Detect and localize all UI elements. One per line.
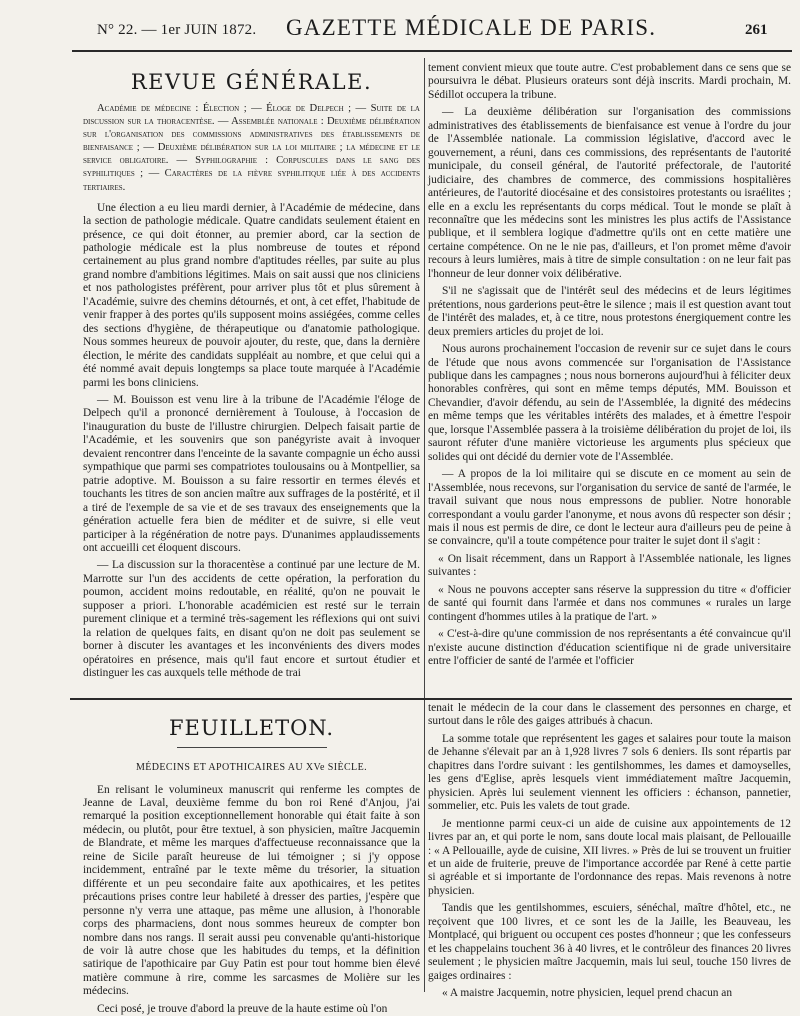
- quoted-report: [428, 553, 791, 669]
- feuilleton-title: FEUILLETON.: [168, 716, 335, 740]
- issue-date: N° 22. — 1er JUIN 1872.: [97, 22, 257, 38]
- article-paragraph: — La deuxième délibération sur l'organisation des commissions administratives des établissements de bienfaisance est venue à l'ordre du jour de l'Assemblée nationale. La commission législative, d'accord avec le gouvernement, a réuni, dans ces commissions, des représentants de l'autorité municipale, du conseil général, de l'autorité préfectorale, de l'autorité judiciaire, des chambres de commerce, des commissions hospitalières antérieures, de l'autorité diocésaine et des consistoires protestants ou israélites ; elle en a exclu les représentants du corps médical. Tout le monde se plaît à reconnaître que les médecins sont les ministres les plus actifs de l'Assistance publique, et il semblera logique d'admettre qu'ils ont en cette matière une certaine compétence. On ne le nie pas, d'ailleurs, et l'on promet même d'avoir recours à leurs lumières, mais à titre de simple consultation : on ne leur fait pas l'honneur de leur donner voix délibérative.: [428, 106, 791, 280]
- masthead-rule: [72, 50, 792, 52]
- feuilleton-column-right: [428, 702, 791, 1000]
- quote-paragraph: « C'est-à-dire qu'une commission de nos représentants a été convaincue qu'il n'existe aucune distinction d'éducation scientifique ni de grade universitaire entre l'officier de santé de l'armée et l'officier: [428, 628, 791, 668]
- article-paragraph: tement convient mieux que toute autre. C'est probablement dans ce sens que se poursuivra le débat. Plusieurs orateurs sont déjà inscrits. Mardi prochain, M. Sédillot occupera la tribune.: [428, 62, 791, 101]
- revue-column-left: [83, 64, 420, 692]
- page-number: 261: [745, 22, 768, 38]
- feuilleton-paragraph: En relisant le volumineux manuscrit qui renferme les comptes de Jeanne de Laval, deuxième femme du bon roi René d'Anjou, j'ai remarqué la position exceptionnellement honorable qui était faite à son médecin, ou plutôt, pour être textuel, à son physicien, maître Jacquemin de Blandrate, et même les marques d'affectueuse reconnaissance que la reine de Sicile paraît heureuse de lui témoigner ; si j'y oppose incidemment, entraîné par le texte même du trésorier, la situation différente et un peu secondaire faite aux apothicaires, et les petites précautions prises contre leur habileté à dresser des parties, j'espère que personne n'y verra une attaque, pas même une allusion, à l'honorable corps des pharmaciens, dont nous sommes heureux de compter bon nombre dans nos rangs. Il serait aussi peu convenable qu'anti-historique de voir là autre chose que les habitudes du temps, et la définition satirique de l'apothicaire par Guy Patin est pour tout homme bien élevé matière commune à rire, comme les sarcasmes de Molière sur les médecins.: [83, 783, 420, 998]
- newspaper-title: GAZETTE MÉDICALE DE PARIS.: [286, 15, 657, 40]
- masthead: [0, 0, 800, 52]
- article-paragraph: Une élection a eu lieu mardi dernier, à l'Académie de médecine, dans la section de pathologie médicale. Quatre candidats seulement étaient en présence, ce qui doit étonner, au premier abord, car la section de pathologie médicale est la plus nombreuse de toutes et répond certainement au plus grand nombre d'aptitudes réelles, par suite au plus grand nombre d'ambitions légitimes. Mais on sait aussi que nos cliniciens et nos pathologistes préfèrent, pour arriver plus tôt et plus sûrement à l'Académie, suivre des chemins détournés, et ont, à cet effet, l'habitude de venir frapper à des portes qu'ils supposent moins assiégées, comme celles des sections d'hygiène, de thérapeutique ou d'anatomie pathologique. Nous sommes heureux de pouvoir ajouter, du reste, que, dans la dernière élection, le mérite des candidats suppléait au nombre, et que celui qui a été nommé avait depuis longtemps sa place toute marquée à l'Académie parmi les bons cliniciens.: [83, 201, 420, 389]
- article-paragraph: — A propos de la loi militaire qui se discute en ce moment au sein de l'Assemblée, nous recevons, sur l'organisation du service de santé de l'armée, le travail suivant que nous nous empressons de publier. Notre honorable correspondant a voulu garder l'anonyme, et nous avons dû respecter son désir ; mais il nous est permis de dire, ce dont le lecteur aura d'ailleurs peu de peine à se convaincre, qu'il a toute compétence pour traiter le sujet dont il s'agit :: [428, 468, 791, 548]
- article-paragraph: S'il ne s'agissait que de l'intérêt seul des médecins et de leurs légitimes prétentions, nous garderions peut-être le silence ; mais il est question avant tout de l'intérêt des malades, et, à ce titre, nous protestons énergiquement contre les deux premiers articles du projet de loi.: [428, 285, 791, 338]
- feuilleton-paragraph: tenait le médecin de la cour dans le classement des personnes en charge, et surtout dans le rôle des gaiges attribués à chacun.: [428, 702, 791, 728]
- revue-summary: Académie de médecine : Élection ; — Éloge de Delpech ; — Suite de la discussion sur la thoracentèse. — Assemblée nationale : Deuxième délibération sur l'organisation des commissions administratives des établissements de bienfaisance ; — Deuxième délibération sur la loi militaire ; la médecine et le service obligatoire. — Syphilographie : Corpuscules dans le sang des syphilitiques ; — Caractères de la fièvre syphilitique liée à des accidents tertiaires.: [83, 102, 420, 193]
- feuilleton-subtitle: MÉDECINS ET APOTHICAIRES AU XVe SIÈCLE.: [136, 761, 367, 773]
- quote-paragraph: « On lisait récemment, dans un Rapport à l'Assemblée nationale, les lignes suivantes :: [428, 552, 791, 579]
- article-paragraph: Nous aurons prochainement l'occasion de revenir sur ce sujet dans le cours de l'étude que nous avons commencée sur l'organisation de l'Assistance publique dans les campagnes ; nous nous bornerons aujourd'hui à féliciter deux honorables confrères, qui sont en même temps députés, MM. Bouisson et Chevandier, d'avoir défendu, au sein de l'Assemblée, la dignité des médecins en même temps que les véritables intérêts des malades, et à émettre l'espoir que, lorsque l'Assemblée passera à la troisième délibération du projet de loi, ils sauront réfuter d'une manière victorieuse les arguments plus spécieux que solides qui ont décidé du dernier vote de l'Assemblée.: [428, 343, 791, 463]
- feuilleton-paragraph: La somme totale que représentent les gages et salaires pour toute la maison de Jehanne s'élevait par an à 1,928 livres 7 sols 6 deniers. Ils sont répartis par chapitres dans l'ordre suivant : les gentilshommes, les dames et damoyselles, les gens d'Eglise, après lesquels vient immédiatement maître Jacquemin, physicien. Après lui seulement viennent les officiers : échanson, pannetier, sommelier, etc. Puis les valets de tout grade.: [428, 732, 791, 813]
- feuilleton-paragraph: Tandis que les gentilshommes, escuiers, sénéchal, maître d'hôtel, etc., ne reçoivent que 100 livres, et ce sont les de la Jaille, les Beauveau, les Montplacé, qui briguent ou occupent ces postes d'honneur ; que les confesseurs et les chappelains touchent 36 à 40 livres, et le contrôleur des finances 20 livres seulement ; le physicien maître Jacquemin, mais lui seul, touche 150 livres de gaiges ordinaires :: [428, 902, 791, 982]
- column-divider-top: [424, 58, 425, 698]
- quote-paragraph: « Nous ne pouvons accepter sans réserve la suppression du titre « d'officier de santé qui fournit dans l'armée et dans nos communes « rurales un large contingent d'hommes utiles à la pratique de l'art. »: [428, 583, 791, 623]
- section-title: REVUE GÉNÉRALE.: [130, 70, 373, 94]
- feuilleton-paragraph: « A maistre Jacquemin, notre physicien, lequel prend chacun an: [442, 987, 733, 1000]
- feuilleton-column-left: [83, 706, 420, 1015]
- revue-column-right: [428, 62, 791, 696]
- article-paragraph: — La discussion sur la thoracentèse a continué par une lecture de M. Marrotte sur l'un des accidents de cette opération, la perforation du poumon, accident moins redoutable, en réalité, qu'on ne pouvait le supposer a priori. L'honorable académicien est resté sur le terrain purement clinique et a terminé très-sagement les réflexions qui ont suivi la relation de quelques faits, en disant qu'on ne doit pas seulement se borner à discuter les avantages et les inconvénients des divers modes opératoires en présence, mais qu'il faut encore et surtout étudier et distinguer les cas auxquels telle méthode de trai: [83, 559, 420, 680]
- feuilleton-rule: [70, 698, 792, 700]
- column-divider-bottom: [424, 700, 425, 992]
- article-paragraph: — M. Bouisson est venu lire à la tribune de l'Académie l'éloge de Delpech qu'il a prononcé dernièrement à Toulouse, à l'occasion de l'inauguration du buste de l'illustre chirurgien. Delpech faisait partie de l'Académie, et les souvenirs que son panégyriste avait à invoquer devaient rencontrer dans l'enceinte de la savante compagnie un écho aussi sympathique que parmi ses compatriotes toulousains ou à Montpellier, sa patrie adoptive. M. Bouisson a su faire ressortir en termes élevés et touchants les titres de son ancien maître aux suffrages de la postérité, et il a tiré de l'exemple de sa vie et de ses travaux des enseignements que la génération actuelle fera bien de méditer et de suivre, si elle veut participer à la régénération de notre pays. D'unanimes applaudissements ont accueilli cet éloquent discours.: [83, 393, 420, 554]
- feuilleton-title-rule: [177, 747, 327, 748]
- feuilleton-paragraph: Ceci posé, je trouve d'abord la preuve de la haute estime où l'on: [97, 1002, 388, 1015]
- feuilleton-paragraph: Je mentionne parmi ceux-ci un aide de cuisine aux appointements de 12 livres par an, et qui porte le nom, sans doute local mais plaisant, de Pellouaille : « A Pellouaille, ayde de cuisine, XII livres. » Près de lui se trouvent un fruitier et un aide de fruiterie, preuve de l'importance accordée par René à cette partie si agréable et si importante de l'ordonnance des repas. Mais revenons à notre physicien.: [428, 817, 791, 897]
